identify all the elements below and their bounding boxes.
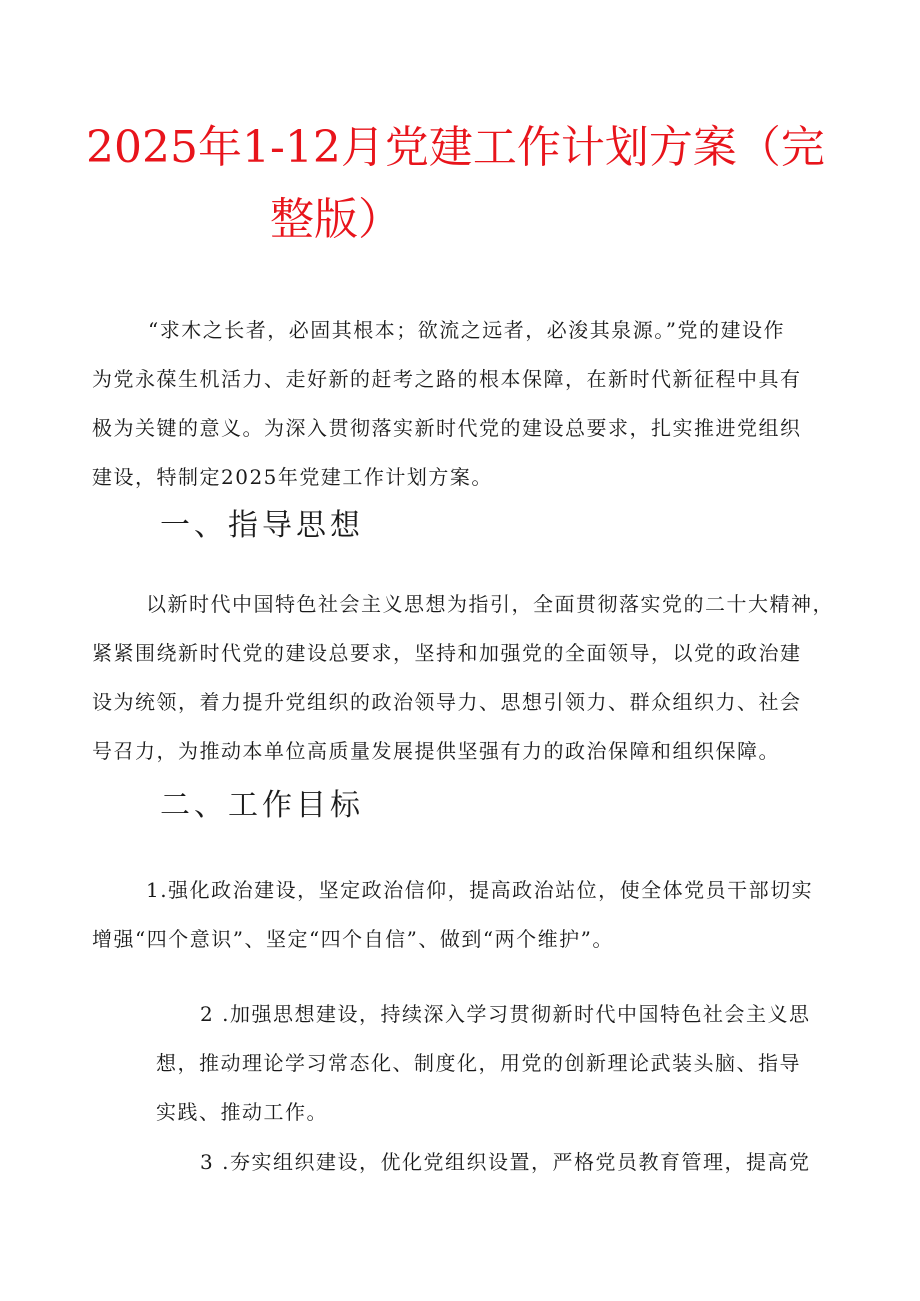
- document-title-line-1: 2025年1-12月党建工作计划方案（完: [86, 122, 825, 173]
- section-1-paragraph: [92, 580, 834, 776]
- goal-item-1-line: 1.强化政治建设，坚定政治信仰，提高政治站位，使全体党员干部切实: [146, 878, 814, 902]
- intro-line: 建设，特制定2025年党建工作计划方案。: [92, 465, 493, 489]
- intro-line: 为党永葆生机活力、走好新的赶考之路的根本保障，在新时代新征程中具有: [92, 367, 802, 391]
- section-1-line: 紧紧围绕新时代党的建设总要求，坚持和加强党的全面领导，以党的政治建: [92, 641, 802, 665]
- section-2-heading: 二、工作目标: [160, 788, 364, 823]
- section-1-line: 以新时代中国特色社会主义思想为指引，全面贯彻落实党的二十大精神，: [146, 592, 834, 616]
- intro-paragraph: [92, 306, 802, 502]
- section-1-heading: 一、指导思想: [160, 508, 364, 543]
- goal-item-2-line: 实践、推动工作。: [156, 1100, 328, 1124]
- goal-item-3: [156, 1138, 810, 1187]
- goal-item-1: [92, 866, 813, 964]
- goal-item-3-line: 3 .夯实组织建设，优化党组织设置，严格党员教育管理，提高党: [200, 1150, 811, 1174]
- intro-line: 极为关键的意义。为深入贯彻落实新时代党的建设总要求，扎实推进党组织: [92, 416, 802, 440]
- intro-line: “求木之长者，必固其根本；欲流之远者，必浚其泉源。”党的建设作: [148, 318, 785, 342]
- goal-item-2: [156, 990, 810, 1137]
- section-1-line: 设为统领，着力提升党组织的政治领导力、思想引领力、群众组织力、社会: [92, 690, 802, 714]
- goal-item-2-line: 2 .加强思想建设，持续深入学习贯彻新时代中国特色社会主义思: [200, 1002, 811, 1026]
- goal-item-2-line: 想，推动理论学习常态化、制度化，用党的创新理论武装头脑、指导: [156, 1051, 801, 1075]
- section-1-line: 号召力，为推动本单位高质量发展提供坚强有力的政治保障和组织保障。: [92, 739, 780, 763]
- goal-item-1-line: 增强“四个意识”、坚定“四个自信”、做到“两个维护”。: [92, 927, 614, 951]
- document-title-line-2: 整版）: [270, 194, 402, 245]
